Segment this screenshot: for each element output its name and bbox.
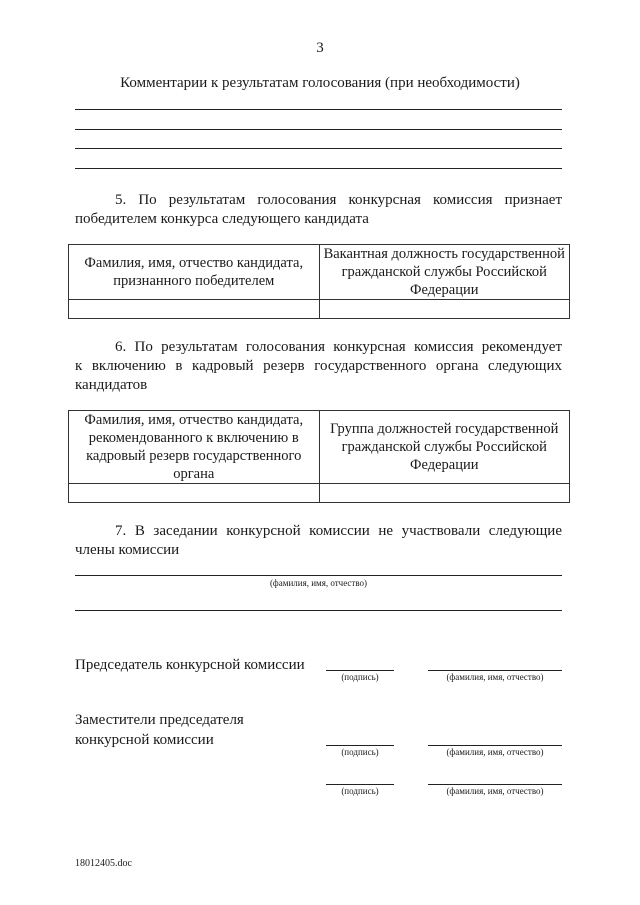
winner-table-cell-name <box>69 300 320 319</box>
section5-paragraph <box>75 191 562 229</box>
comments-title: Комментарии к результатам голосования (при необходимости) <box>120 75 520 91</box>
chairman-fio-line <box>428 670 562 671</box>
comment-line-2 <box>75 129 562 130</box>
deputy1-signature-line <box>326 745 394 746</box>
deputy2-fio-line <box>428 784 562 785</box>
chairman-signature-line <box>326 670 394 671</box>
winner-table <box>68 244 570 319</box>
deputy2-signature-caption: (подпись) <box>341 786 379 796</box>
section5-line1: 5. По результатам голосования конкурсная комиссия признает <box>115 192 562 208</box>
section7-paragraph <box>75 522 562 560</box>
absent-member-line-1 <box>75 575 562 576</box>
comment-line-4 <box>75 168 562 169</box>
page-number: 3 <box>316 40 324 56</box>
chairman-signature-caption: (подпись) <box>341 672 379 682</box>
section6-line2: к включению в кадровый резерв государственного органа следующих <box>75 358 562 374</box>
comment-line-1 <box>75 109 562 110</box>
deputy1-fio-line <box>428 745 562 746</box>
reserve-table-header-name: Фамилия, имя, отчество кандидата, рекомендованного к включению в кадровый резерв государственного органа <box>69 411 320 484</box>
deputies-label-1: Заместители председателя <box>75 712 244 728</box>
winner-table-header-position: Вакантная должность государственной гражданской службы Российской Федерации <box>319 245 570 300</box>
absent-member-caption: (фамилия, имя, отчество) <box>269 578 368 588</box>
document-id: 18012405.doc <box>75 858 132 869</box>
deputy1-signature-caption: (подпись) <box>341 747 379 757</box>
winner-table-header-name: Фамилия, имя, отчество кандидата, признанного победителем <box>69 245 320 300</box>
comment-line-3 <box>75 148 562 149</box>
deputy1-fio-caption: (фамилия, имя, отчество) <box>446 747 544 757</box>
reserve-table-header-group: Группа должностей государственной гражданской службы Российской Федерации <box>319 411 570 484</box>
winner-table-cell-position <box>319 300 570 319</box>
chairman-fio-caption: (фамилия, имя, отчество) <box>446 672 544 682</box>
reserve-table <box>68 410 570 503</box>
section6-line3: кандидатов <box>75 377 148 393</box>
deputy2-signature-line <box>326 784 394 785</box>
section6-paragraph <box>75 338 562 395</box>
reserve-table-cell-name <box>69 484 320 503</box>
chairman-label: Председатель конкурсной комиссии <box>75 657 305 673</box>
section7-line1: 7. В заседании конкурсной комиссии не участвовали следующие <box>115 523 562 539</box>
section7-line2: члены комиссии <box>75 542 180 558</box>
absent-member-line-2 <box>75 610 562 611</box>
deputy2-fio-caption: (фамилия, имя, отчество) <box>446 786 544 796</box>
section5-line2: победителем конкурса следующего кандидата <box>75 211 369 227</box>
section6-line1: 6. По результатам голосования конкурсная комиссия рекомендует <box>115 339 562 355</box>
deputies-label-2: конкурсной комиссии <box>75 732 214 748</box>
reserve-table-cell-group <box>319 484 570 503</box>
